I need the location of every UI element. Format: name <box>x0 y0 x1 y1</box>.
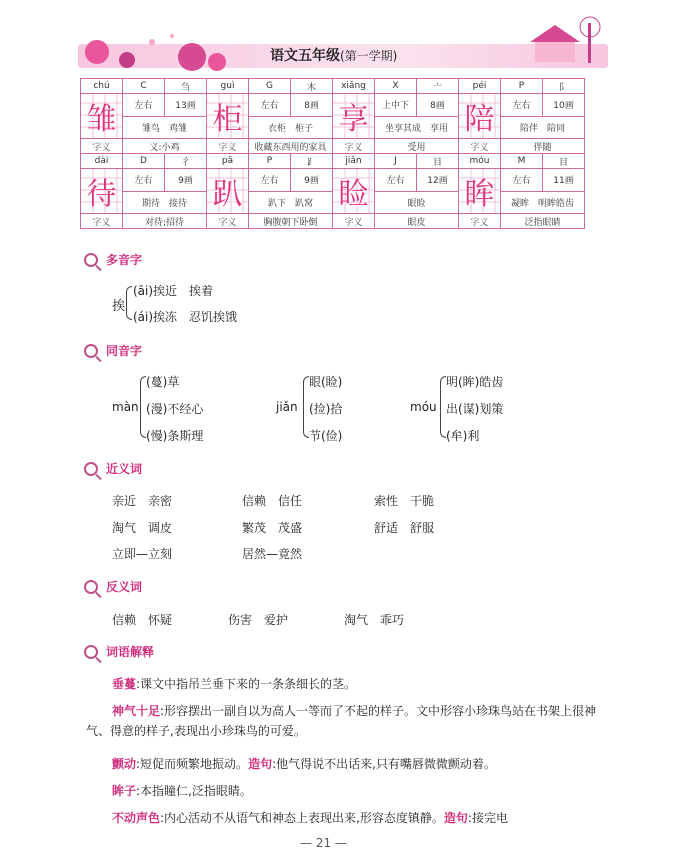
strokes-cell: 9画 <box>291 169 333 192</box>
brace <box>126 286 132 320</box>
words-cell: 趴下 趴窝 <box>249 191 333 214</box>
radical-cell: 彳 <box>165 154 207 169</box>
tongyin-pinyin: jiǎn <box>276 400 298 414</box>
meaning-label: 字义 <box>459 214 501 229</box>
meaning-cell: 受用 <box>375 139 459 154</box>
meaning-cell: 泛指眼睛 <box>501 214 585 229</box>
definition: 颤动:短促而频繁地振动。造句:他气得说不出话来,只有嘴唇微微颤动着。 <box>112 757 496 771</box>
jinyi-pair: 居然—竟然 <box>242 547 303 561</box>
meaning-label: 字义 <box>81 139 123 154</box>
structure-cell: 左右 <box>375 169 417 192</box>
jinyi-pair: 淘气 调皮 <box>112 521 173 535</box>
meaning-label: 字义 <box>333 214 375 229</box>
meaning-label: 字义 <box>207 214 249 229</box>
meaning-cell: 胸腹朝下卧倒 <box>249 214 333 229</box>
radical-cell: ⻊ <box>291 154 333 169</box>
jinyi-pair: 亲近 亲密 <box>112 494 173 508</box>
pinyin-cell: guì <box>207 79 249 94</box>
tongyin-pinyin: màn <box>112 400 139 414</box>
strokes-cell: 9画 <box>165 169 207 192</box>
section-tongyin: 同音字 <box>84 342 142 359</box>
structure-cell: 上中下 <box>375 94 417 117</box>
letter-cell: C <box>123 79 165 94</box>
meaning-cell: 义:小鸡 <box>123 139 207 154</box>
letter-cell: X <box>375 79 417 94</box>
section-duoyin: 多音字 <box>84 251 142 268</box>
tongyin-item: (慢)条斯理 <box>146 429 204 443</box>
radical-cell: 阝 <box>543 79 585 94</box>
tongyin-pinyin: móu <box>410 400 437 414</box>
words-cell: 期待 接待 <box>123 191 207 214</box>
meaning-cell: 对待;招待 <box>123 214 207 229</box>
tongyin-item: (捡)拾 <box>309 402 343 416</box>
strokes-cell: 8画 <box>417 94 459 117</box>
character-cell: 待 <box>81 169 123 214</box>
meaning-cell: 收藏东西用的家具 <box>249 139 333 154</box>
strokes-cell: 8画 <box>291 94 333 117</box>
words-cell: 坐享其成 享用 <box>375 116 459 139</box>
tongyin-item: 出(谋)划策 <box>446 402 504 416</box>
fanyi-pair: 淘气 乖巧 <box>344 613 405 627</box>
tongyin-item: 节(俭) <box>309 429 343 443</box>
meaning-label: 字义 <box>333 139 375 154</box>
meaning-cell: 伴随 <box>501 139 585 154</box>
house-decoration-icon <box>510 15 610 70</box>
pinyin-cell: pā <box>207 154 249 169</box>
page-title: 语文五年级(第一学期) <box>270 48 398 64</box>
magnifier-icon <box>84 580 98 594</box>
structure-cell: 左右 <box>123 169 165 192</box>
tongyin-item: (牟)利 <box>446 429 480 443</box>
meaning-cell: 眼皮 <box>375 214 459 229</box>
character-cell: 柜 <box>207 94 249 139</box>
section-fanyi: 反义词 <box>84 578 142 595</box>
strokes-cell: 10画 <box>543 94 585 117</box>
letter-cell: D <box>123 154 165 169</box>
radical-cell: 目 <box>543 154 585 169</box>
letter-cell: J <box>375 154 417 169</box>
pinyin-cell: dài <box>81 154 123 169</box>
magnifier-icon <box>84 253 98 267</box>
character-table <box>80 78 585 229</box>
tongyin-item: 明(眸)皓齿 <box>446 375 504 389</box>
structure-cell: 左右 <box>501 169 543 192</box>
structure-cell: 左右 <box>123 94 165 117</box>
tongyin-item: 眼(睑) <box>309 375 343 389</box>
definition: 神气十足:形容摆出一副自以为高人一等而了不起的样子。文中形容小珍珠鸟站在书架上很神气、得意的样子,表现出小珍珠鸟的可爱。 <box>86 704 597 738</box>
pinyin-cell: jiǎn <box>333 154 375 169</box>
meaning-label: 字义 <box>459 139 501 154</box>
jinyi-pair: 立即—立刻 <box>112 547 173 561</box>
page-number: — 21 — <box>300 836 347 850</box>
character-cell: 趴 <box>207 169 249 214</box>
words-cell: 凝眸 明眸皓齿 <box>501 191 585 214</box>
radical-cell: 目 <box>417 154 459 169</box>
letter-cell: P <box>501 79 543 94</box>
pinyin-cell: xiǎng <box>333 79 375 94</box>
strokes-cell: 11画 <box>543 169 585 192</box>
tongyin-item: (漫)不经心 <box>146 402 204 416</box>
character-cell: 眸 <box>459 169 501 214</box>
definition: 眸子:本指瞳仁,泛指眼睛。 <box>112 784 252 798</box>
structure-cell: 左右 <box>501 94 543 117</box>
pinyin-cell: móu <box>459 154 501 169</box>
strokes-cell: 13画 <box>165 94 207 117</box>
strokes-cell: 12画 <box>417 169 459 192</box>
letter-cell: M <box>501 154 543 169</box>
section-jieshi: 词语解释 <box>84 643 154 660</box>
letter-cell: G <box>249 79 291 94</box>
meaning-label: 字义 <box>81 214 123 229</box>
character-cell: 享 <box>333 94 375 139</box>
jinyi-pair: 舒适 舒服 <box>374 521 435 535</box>
structure-cell: 左右 <box>249 169 291 192</box>
jinyi-pair: 索性 干脆 <box>374 494 435 508</box>
words-cell: 衣柜 柜子 <box>249 116 333 139</box>
duoyin-char: 挨 <box>112 299 126 314</box>
definition: 垂蔓:课文中指吊兰垂下来的一条条细长的茎。 <box>112 677 357 691</box>
magnifier-icon <box>84 645 98 659</box>
character-cell: 睑 <box>333 169 375 214</box>
structure-cell: 左右 <box>249 94 291 117</box>
magnifier-icon <box>84 462 98 476</box>
fanyi-pair: 信赖 怀疑 <box>112 613 173 627</box>
letter-cell: P <box>249 154 291 169</box>
meaning-label: 字义 <box>207 139 249 154</box>
jinyi-pair: 信赖 信任 <box>242 494 303 508</box>
fanyi-pair: 伤害 爱护 <box>228 613 289 627</box>
magnifier-icon <box>84 344 98 358</box>
pinyin-cell: péi <box>459 79 501 94</box>
duoyin-line: (ái)挨冻 忍饥挨饿 <box>133 310 238 324</box>
pinyin-cell: chú <box>81 79 123 94</box>
duoyin-line: (āi)挨近 挨着 <box>133 284 214 298</box>
words-cell: 眼睑 <box>375 191 459 214</box>
section-jinyi: 近义词 <box>84 460 142 477</box>
flower-decoration-icon <box>82 22 232 72</box>
character-cell: 雏 <box>81 94 123 139</box>
jinyi-pair: 繁茂 茂盛 <box>242 521 303 535</box>
radical-cell: 刍 <box>165 79 207 94</box>
radical-cell: 亠 <box>417 79 459 94</box>
tongyin-item: (蔓)草 <box>146 375 180 389</box>
character-cell: 陪 <box>459 94 501 139</box>
words-cell: 雏鸟 鸡雏 <box>123 116 207 139</box>
radical-cell: 木 <box>291 79 333 94</box>
definition: 不动声色:内心活动不从语气和神态上表现出来,形容态度镇静。造句:接完电 <box>112 811 508 825</box>
words-cell: 陪伴 陪同 <box>501 116 585 139</box>
